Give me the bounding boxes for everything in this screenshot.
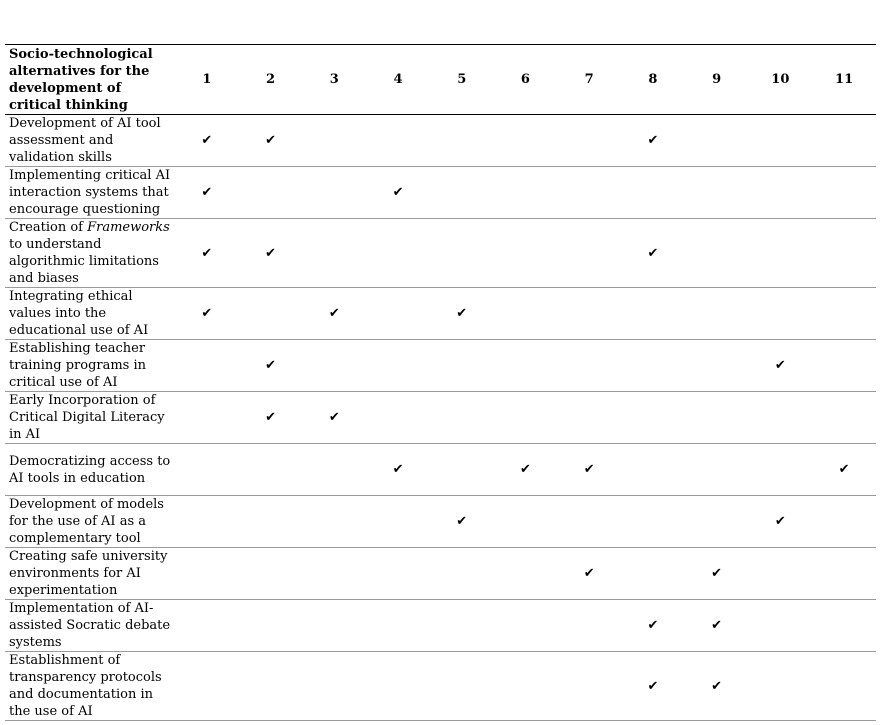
- matrix-cell: [557, 652, 621, 721]
- row-label-cell: [5, 219, 175, 288]
- table-row: [5, 219, 876, 288]
- matrix-cell: [557, 219, 621, 288]
- check-mark-icon: ✔: [265, 245, 277, 261]
- table-row: [5, 600, 876, 652]
- matrix-cell: [494, 392, 558, 444]
- check-mark-icon: ✔: [201, 133, 213, 148]
- matrix-cell: [621, 115, 685, 167]
- matrix-cell: [494, 496, 558, 548]
- matrix-cell: [302, 340, 366, 392]
- matrix-cell: [175, 115, 239, 167]
- matrix-cell: [175, 652, 239, 721]
- matrix-cell: [239, 392, 303, 444]
- check-mark-icon: ✔: [711, 566, 723, 581]
- matrix-cell: [175, 219, 239, 288]
- matrix-cell: [366, 340, 430, 392]
- matrix-cell: [302, 392, 366, 444]
- check-mark-icon: ✔: [647, 618, 659, 633]
- matrix-cell: [430, 167, 494, 219]
- matrix-cell: [175, 600, 239, 652]
- check-mark-icon: ✔: [456, 514, 468, 529]
- matrix-cell: [621, 167, 685, 219]
- header-col-4: 4: [366, 45, 430, 115]
- matrix-cell: [239, 288, 303, 340]
- matrix-cell: [430, 115, 494, 167]
- matrix-cell: [430, 444, 494, 496]
- matrix-cell: [621, 496, 685, 548]
- row-label-cell: [5, 600, 175, 652]
- matrix-cell: [366, 652, 430, 721]
- matrix-cell: [812, 219, 876, 288]
- matrix-cell: [557, 548, 621, 600]
- matrix-cell: [494, 115, 558, 167]
- check-mark-icon: ✔: [774, 514, 786, 529]
- header-col-8: 8: [621, 45, 685, 115]
- header-col-9: 9: [685, 45, 749, 115]
- matrix-cell: [239, 167, 303, 219]
- header-row: [5, 45, 876, 115]
- matrix-cell: [302, 600, 366, 652]
- matrix-cell: [494, 340, 558, 392]
- matrix-cell: [239, 600, 303, 652]
- matrix-cell: [812, 167, 876, 219]
- matrix-cell: [621, 548, 685, 600]
- matrix-cell: [239, 219, 303, 288]
- matrix-cell: [366, 115, 430, 167]
- check-mark-icon: ✔: [711, 678, 723, 694]
- matrix-cell: [812, 392, 876, 444]
- table-row: [5, 115, 876, 167]
- check-mark-icon: ✔: [456, 306, 468, 321]
- check-mark-icon: ✔: [201, 245, 213, 261]
- matrix-cell: [430, 340, 494, 392]
- matrix-cell: [685, 600, 749, 652]
- check-mark-icon: ✔: [265, 133, 277, 148]
- matrix-cell: [621, 652, 685, 721]
- table-row: [5, 288, 876, 340]
- matrix-cell: [302, 288, 366, 340]
- matrix-cell: [748, 219, 812, 288]
- check-mark-icon: ✔: [647, 245, 659, 261]
- matrix-cell: [366, 548, 430, 600]
- header-col-2: 2: [239, 45, 303, 115]
- row-label-cell: [5, 652, 175, 721]
- matrix-cell: [812, 115, 876, 167]
- check-mark-icon: ✔: [265, 358, 277, 373]
- matrix-cell: [812, 444, 876, 496]
- matrix-cell: [430, 600, 494, 652]
- row-label-text: Creation of: [9, 220, 88, 235]
- row-label-text: Democratizing access to AI tools in education: [9, 453, 171, 486]
- check-mark-icon: ✔: [583, 566, 595, 581]
- matrix-cell: [748, 496, 812, 548]
- matrix-cell: [685, 392, 749, 444]
- header-col-11: 11: [812, 45, 876, 115]
- matrix-cell: [621, 340, 685, 392]
- matrix-cell: [302, 167, 366, 219]
- matrix-cell: [430, 496, 494, 548]
- matrix-cell: [621, 600, 685, 652]
- header-col-7: 7: [557, 45, 621, 115]
- row-label-cell: [5, 115, 175, 167]
- row-label-text: Integrating ethical values into the educational use of AI: [9, 289, 149, 338]
- matrix-cell: [494, 288, 558, 340]
- matrix-cell: [494, 444, 558, 496]
- table-row: [5, 548, 876, 600]
- matrix-cell: [175, 392, 239, 444]
- matrix-cell: [557, 167, 621, 219]
- matrix-cell: [494, 219, 558, 288]
- matrix-cell: [621, 444, 685, 496]
- matrix-cell: [557, 444, 621, 496]
- row-label-cell: [5, 444, 175, 496]
- table-body: [5, 115, 876, 721]
- matrix-cell: [430, 288, 494, 340]
- matrix-cell: [302, 115, 366, 167]
- row-label-text: Development of AI tool assessment and validation skills: [9, 116, 161, 165]
- row-label-text: Development of models for the use of AI as a complementary tool: [9, 497, 164, 546]
- check-mark-icon: ✔: [328, 410, 340, 425]
- matrix-cell: [621, 219, 685, 288]
- matrix-cell: [239, 340, 303, 392]
- header-col-3: 3: [302, 45, 366, 115]
- matrix-cell: [239, 444, 303, 496]
- matrix-cell: [685, 340, 749, 392]
- row-label-text: Implementing critical AI interaction systems that encourage questioning: [9, 168, 171, 217]
- matrix-cell: [175, 496, 239, 548]
- header-label-cell: Socio-technological alternatives for the development of critical thinking: [5, 45, 175, 115]
- matrix-cell: [494, 548, 558, 600]
- table-row: [5, 340, 876, 392]
- matrix-cell: [557, 340, 621, 392]
- matrix-cell: [494, 600, 558, 652]
- matrix-cell: [302, 219, 366, 288]
- matrix-cell: [557, 115, 621, 167]
- table-row: [5, 392, 876, 444]
- matrix-cell: [685, 496, 749, 548]
- matrix-cell: [557, 496, 621, 548]
- check-mark-icon: ✔: [392, 185, 404, 200]
- check-mark-icon: ✔: [328, 306, 340, 321]
- matrix-cell: [175, 340, 239, 392]
- matrix-cell: [175, 167, 239, 219]
- row-label-cell: [5, 548, 175, 600]
- table-row: [5, 652, 876, 721]
- matrix-cell: [685, 167, 749, 219]
- matrix-cell: [366, 600, 430, 652]
- matrix-cell: [748, 444, 812, 496]
- matrix-cell: [685, 652, 749, 721]
- header-col-10: 10: [748, 45, 812, 115]
- matrix-cell: [239, 115, 303, 167]
- row-label-cell: [5, 392, 175, 444]
- matrix-cell: [175, 444, 239, 496]
- matrix-cell: [239, 496, 303, 548]
- check-mark-icon: ✔: [583, 462, 595, 477]
- matrix-cell: [812, 288, 876, 340]
- matrix-cell: [557, 392, 621, 444]
- matrix-cell: [748, 392, 812, 444]
- matrix-cell: [175, 548, 239, 600]
- check-mark-icon: ✔: [392, 462, 404, 477]
- table-row: [5, 167, 876, 219]
- row-label-cell: [5, 167, 175, 219]
- matrix-cell: [430, 392, 494, 444]
- matrix-cell: [685, 444, 749, 496]
- row-label-cell: [5, 288, 175, 340]
- matrix-cell: [557, 600, 621, 652]
- matrix-cell: [366, 167, 430, 219]
- matrix-cell: [366, 392, 430, 444]
- check-mark-icon: ✔: [265, 410, 277, 425]
- matrix-cell: [366, 496, 430, 548]
- matrix-cell: [621, 288, 685, 340]
- matrix-cell: [812, 496, 876, 548]
- matrix-cell: [366, 219, 430, 288]
- row-label-text: Implementation of AI-assisted Socratic debate systems: [9, 601, 171, 650]
- check-mark-icon: ✔: [838, 462, 850, 477]
- check-mark-icon: ✔: [711, 618, 723, 633]
- matrix-cell: [302, 652, 366, 721]
- table-row: [5, 496, 876, 548]
- check-mark-icon: ✔: [774, 358, 786, 373]
- matrix-cell: [812, 340, 876, 392]
- row-label-text: Frameworks: [87, 220, 170, 235]
- check-mark-icon: ✔: [201, 306, 213, 321]
- row-label-text: Establishment of transparency protocols and documentation in the use of AI: [9, 653, 162, 719]
- row-label-cell: [5, 496, 175, 548]
- matrix-cell: [685, 288, 749, 340]
- matrix-cell: [621, 392, 685, 444]
- matrix-cell: [494, 652, 558, 721]
- matrix-cell: [685, 115, 749, 167]
- matrix-cell: [430, 652, 494, 721]
- header-col-6: 6: [494, 45, 558, 115]
- matrix-cell: [302, 444, 366, 496]
- matrix-cell: [748, 340, 812, 392]
- matrix-cell: [685, 548, 749, 600]
- matrix-cell: [430, 219, 494, 288]
- matrix-cell: [430, 548, 494, 600]
- matrix-cell: [748, 115, 812, 167]
- table-header: [5, 45, 876, 115]
- matrix-cell: [748, 548, 812, 600]
- row-label-text: to understand algorithmic limitations and biases: [9, 237, 159, 286]
- table-row: [5, 444, 876, 496]
- matrix-cell: [748, 167, 812, 219]
- header-col-1: 1: [175, 45, 239, 115]
- matrix-cell: [302, 548, 366, 600]
- matrix-cell: [812, 548, 876, 600]
- matrix-cell: [494, 167, 558, 219]
- row-label-text: Establishing teacher training programs in critical use of AI: [9, 341, 147, 390]
- matrix-cell: [812, 600, 876, 652]
- matrix-cell: [812, 652, 876, 721]
- row-label-cell: [5, 340, 175, 392]
- matrix-cell: [748, 600, 812, 652]
- row-label-text: Early Incorporation of Critical Digital Literacy in AI: [9, 393, 165, 442]
- row-label-text: Creating safe university environments for AI experimentation: [9, 549, 168, 598]
- matrix-cell: [239, 652, 303, 721]
- check-mark-icon: ✔: [647, 133, 659, 148]
- matrix-cell: [239, 548, 303, 600]
- matrix-cell: [685, 219, 749, 288]
- matrix-cell: [366, 444, 430, 496]
- alternatives-matrix-table: [5, 44, 876, 721]
- check-mark-icon: ✔: [520, 462, 531, 477]
- header-col-5: 5: [430, 45, 494, 115]
- check-mark-icon: ✔: [647, 678, 659, 694]
- matrix-cell: [557, 288, 621, 340]
- check-mark-icon: ✔: [201, 185, 213, 200]
- matrix-cell: [302, 496, 366, 548]
- matrix-cell: [175, 288, 239, 340]
- matrix-cell: [366, 288, 430, 340]
- matrix-cell: [748, 652, 812, 721]
- matrix-cell: [748, 288, 812, 340]
